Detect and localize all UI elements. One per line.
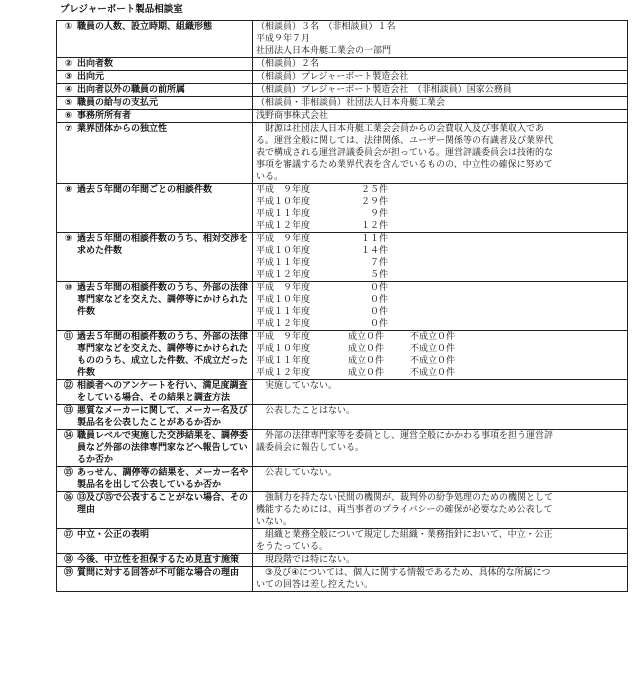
- fiscal-year: 平成１１年度: [256, 307, 311, 317]
- table-row: [57, 405, 628, 430]
- question-cell: [57, 331, 253, 380]
- question-text: 今後、中立性を担保するため見直す施策: [77, 555, 240, 565]
- unsettled-count: 不成立０件: [410, 344, 456, 354]
- table-row: [57, 282, 628, 331]
- fiscal-year: 平成１２年度: [256, 270, 311, 280]
- answer-line: 機能するためには、両当事者のプライバシーの確保が必要なため公表して: [256, 505, 553, 515]
- question-number: ③: [64, 72, 73, 82]
- answer-line: 外部の法律専門家等を委員とし、運営全般にかかわる事項を担う運営評: [256, 431, 554, 441]
- question-text: 出向者数: [77, 59, 114, 69]
- settled-count: 成立０件: [348, 356, 385, 366]
- table-row: [57, 430, 628, 467]
- answer-line: （相談員）３名 （非相談員）１名: [256, 22, 396, 32]
- unsettled-count: 不成立０件: [410, 332, 456, 342]
- fiscal-year: 平成１０年度: [256, 295, 311, 305]
- question-number: ⑤: [64, 98, 73, 108]
- table-row: [57, 123, 628, 184]
- question-number: ⑰: [63, 530, 73, 540]
- fiscal-year: 平成 ９年度: [256, 185, 311, 195]
- question-number: ⑱: [63, 555, 73, 565]
- question-text: 職員レベルで実施した交渉結果を、調停委員など外部の法律専門家などへ報告しているか否か: [77, 431, 249, 465]
- answer-line: る。運営全般に関しては、法律関係、ユーザー関係等の有識者及び業界代: [256, 136, 554, 146]
- answer-line: 事項を審議するため業界代表を含んでいるものの、中立性の確保に努めて: [256, 160, 553, 170]
- question-text: 職員の給与の支払元: [77, 98, 159, 108]
- question-number: ⑪: [63, 332, 73, 342]
- answer-cell: [253, 567, 628, 592]
- settled-count: 成立０件: [348, 368, 385, 378]
- count-line: [256, 233, 624, 245]
- question-number: ⑥: [64, 111, 73, 121]
- table-row: [57, 58, 628, 71]
- question-number: ①: [64, 22, 73, 32]
- case-count: ０件: [369, 295, 388, 305]
- result-line: [256, 343, 624, 355]
- answer-cell: [253, 492, 628, 529]
- answer-cell: [253, 21, 628, 58]
- fiscal-year: 平成 ９年度: [256, 332, 311, 342]
- question-cell: [57, 529, 253, 554]
- count-line: [256, 294, 624, 306]
- answer-cell: [253, 123, 628, 184]
- question-number: ⑭: [63, 431, 73, 441]
- table-row: [57, 467, 628, 492]
- case-count: ７件: [369, 258, 388, 268]
- answer-cell: [253, 58, 628, 71]
- count-line: [256, 306, 624, 318]
- table-row: [57, 331, 628, 380]
- answer-line: 実施していない。: [256, 381, 338, 391]
- answer-cell: [253, 84, 628, 97]
- answer-cell: [253, 380, 628, 405]
- question-text: 過去５年間の年間ごとの相談件数: [77, 185, 213, 195]
- answer-line: いない。: [256, 517, 293, 527]
- question-text: 悪質なメーカーに関して、メーカー名及び製品名を公表したことがあるか否か: [77, 406, 248, 428]
- case-count: １２件: [360, 221, 388, 231]
- result-line: [256, 331, 624, 343]
- question-cell: [57, 58, 253, 71]
- fiscal-year: 平成１０年度: [256, 197, 311, 207]
- answer-line: （相談員）プレジャーボート製造会社: [256, 72, 409, 82]
- answer-line: ③及び④については、個人に関する情報であるため、具体的な所属につ: [256, 568, 551, 578]
- answer-line: いる。: [256, 172, 284, 182]
- case-count: ０件: [369, 319, 388, 329]
- question-number: ⑫: [63, 381, 73, 391]
- case-count: ５件: [369, 270, 388, 280]
- question-number: ⑨: [64, 234, 73, 244]
- table-row: [57, 84, 628, 97]
- count-line: [256, 257, 624, 269]
- answer-line: 財源は社団法人日本舟艇工業会会員からの会費収入及び事業収入であ: [256, 124, 545, 134]
- question-cell: [57, 71, 253, 84]
- answer-cell: [253, 554, 628, 567]
- question-number: ⑲: [63, 568, 73, 578]
- settled-count: 成立０件: [348, 344, 385, 354]
- question-text: 職員の人数、設立時期、組織形態: [77, 22, 213, 32]
- answer-line: 強制力を持たない民間の機関が、裁判外の紛争処理のための機関として: [256, 493, 554, 503]
- case-count: １４件: [360, 246, 388, 256]
- question-cell: [57, 184, 253, 233]
- count-line: [256, 245, 624, 257]
- result-line: [256, 367, 624, 379]
- question-cell: [57, 282, 253, 331]
- table-row: [57, 529, 628, 554]
- answer-line: 社団法人日本舟艇工業会の一部門: [256, 46, 392, 56]
- result-line: [256, 355, 624, 367]
- question-text: ⑬及び⑮で公表することがない場合、その理由: [77, 493, 249, 515]
- question-number: ⑩: [64, 283, 73, 293]
- question-cell: [57, 84, 253, 97]
- count-line: [256, 208, 624, 220]
- question-number: ⑯: [63, 493, 73, 503]
- table-row: [57, 233, 628, 282]
- fiscal-year: 平成 ９年度: [256, 283, 311, 293]
- answer-cell: [253, 282, 628, 331]
- question-number: ⑦: [64, 124, 73, 134]
- question-cell: [57, 233, 253, 282]
- case-count: ２９件: [360, 197, 388, 207]
- answer-line: 現段階では特にない。: [256, 555, 356, 565]
- question-text: 事務所所有者: [77, 111, 132, 121]
- fiscal-year: 平成１０年度: [256, 344, 311, 354]
- case-count: ０件: [369, 283, 388, 293]
- case-count: ０件: [369, 307, 388, 317]
- answer-cell: [253, 405, 628, 430]
- answer-line: （相談員・非相談員）社団法人日本舟艇工業会: [256, 98, 446, 108]
- question-cell: [57, 492, 253, 529]
- table-row: [57, 554, 628, 567]
- question-text: 過去５年間の相談件数のうち、外部の法律専門家などを交えた、調停等にかけられたもののうち、成立した件数、不成立だった件数: [77, 332, 249, 378]
- case-count: １１件: [360, 234, 388, 244]
- answer-line: 組織と業務全般について規定した組織・業務指針において、中立・公正: [256, 530, 553, 540]
- question-text: あっせん、調停等の結果を、メーカー名や製品名を出して公表しているか否か: [77, 468, 249, 490]
- question-text: 業界団体からの独立性: [77, 124, 168, 134]
- fiscal-year: 平成１１年度: [256, 258, 311, 268]
- answer-line: いての回答は差し控えたい。: [256, 580, 374, 590]
- table-row: [57, 492, 628, 529]
- answer-line: （相談員）プレジャーボート製造会社 （非相談員）国家公務員: [256, 85, 512, 95]
- fiscal-year: 平成１２年度: [256, 221, 311, 231]
- question-number: ⑬: [63, 406, 73, 416]
- question-text: 過去５年間の相談件数のうち、相対交渉を求めた件数: [77, 234, 249, 256]
- answer-cell: [253, 110, 628, 123]
- answer-line: 浅野商事株式会社: [256, 111, 329, 121]
- question-text: 出向元: [77, 72, 105, 82]
- fiscal-year: 平成 ９年度: [256, 234, 311, 244]
- answer-cell: [253, 430, 628, 467]
- answer-cell: [253, 529, 628, 554]
- table-row: [57, 110, 628, 123]
- fiscal-year: 平成１２年度: [256, 368, 311, 378]
- count-line: [256, 318, 624, 330]
- answer-cell: [253, 467, 628, 492]
- answer-line: 議委員会に報告している。: [256, 443, 365, 453]
- fiscal-year: 平成１１年度: [256, 209, 311, 219]
- answer-cell: [253, 97, 628, 110]
- answer-line: （相談員）２名: [256, 59, 320, 69]
- table-row: [57, 21, 628, 58]
- question-text: 質問に対する回答が不可能な場合の理由: [77, 568, 240, 578]
- unsettled-count: 不成立０件: [410, 356, 456, 366]
- page-title: プレジャーボート製品相談室: [60, 4, 183, 15]
- question-cell: [57, 380, 253, 405]
- question-cell: [57, 21, 253, 58]
- question-number: ⑮: [63, 468, 73, 478]
- answer-line: 表で構成される運営評議委員会が担っている。運営評議委員会は技術的な: [256, 148, 554, 158]
- answer-cell: [253, 331, 628, 380]
- case-count: ９件: [369, 209, 388, 219]
- question-cell: [57, 405, 253, 430]
- settled-count: 成立０件: [348, 332, 385, 342]
- answer-line: 平成９年７月: [256, 34, 311, 44]
- question-cell: [57, 430, 253, 467]
- survey-table: [56, 20, 628, 592]
- question-cell: [57, 467, 253, 492]
- table-row: [57, 97, 628, 110]
- count-line: [256, 282, 624, 294]
- question-cell: [57, 554, 253, 567]
- count-line: [256, 184, 624, 196]
- question-number: ⑧: [64, 185, 73, 195]
- answer-line: をうたっている。: [256, 542, 329, 552]
- answer-line: 公表したことはない。: [256, 406, 356, 416]
- question-cell: [57, 123, 253, 184]
- question-text: 過去５年間の相談件数のうち、外部の法律専門家などを交えた、調停等にかけられた件数: [77, 283, 249, 317]
- question-cell: [57, 110, 253, 123]
- count-line: [256, 196, 624, 208]
- question-cell: [57, 567, 253, 592]
- question-text: 相談者へのアンケートを行い、満足度調査をしている場合、その結果と調査方法: [77, 381, 248, 403]
- answer-cell: [253, 184, 628, 233]
- question-number: ②: [64, 59, 73, 69]
- answer-cell: [253, 71, 628, 84]
- count-line: [256, 220, 624, 232]
- count-line: [256, 269, 624, 281]
- question-cell: [57, 97, 253, 110]
- table-row: [57, 71, 628, 84]
- answer-cell: [253, 233, 628, 282]
- unsettled-count: 不成立０件: [410, 368, 456, 378]
- table-row: [57, 184, 628, 233]
- fiscal-year: 平成１１年度: [256, 356, 311, 366]
- fiscal-year: 平成１２年度: [256, 319, 311, 329]
- question-text: 中立・公正の表明: [77, 530, 150, 540]
- fiscal-year: 平成１０年度: [256, 246, 311, 256]
- question-number: ④: [64, 85, 73, 95]
- answer-line: 公表していない。: [256, 468, 338, 478]
- table-row: [57, 380, 628, 405]
- case-count: ２５件: [360, 185, 388, 195]
- table-row: [57, 567, 628, 592]
- question-text: 出向者以外の職員の前所属: [77, 85, 186, 95]
